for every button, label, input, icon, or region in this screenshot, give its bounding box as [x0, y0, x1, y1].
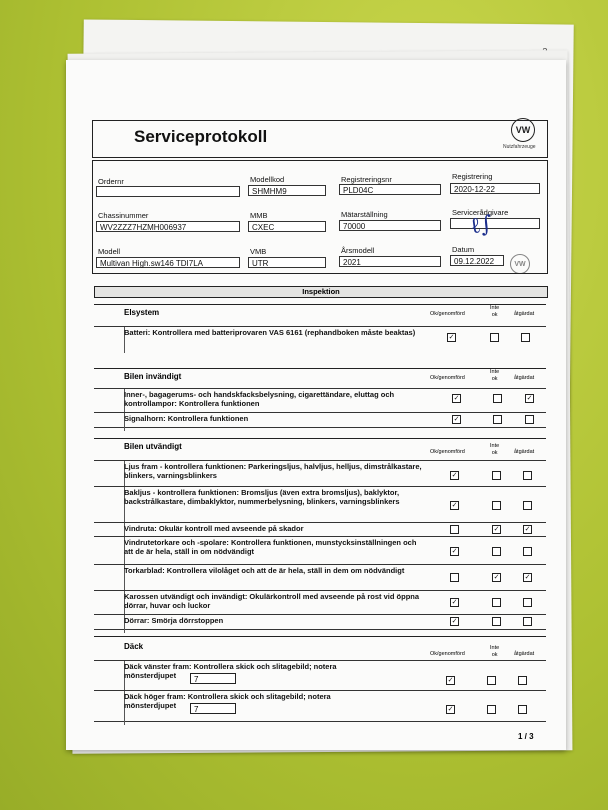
mmb-field[interactable]: CXEC [248, 221, 326, 232]
inte-ok-checkbox[interactable]: ✓ [493, 574, 500, 581]
inspection-bar: Inspektion [94, 286, 548, 298]
row-text: Dörrar: Smörja dörrstoppen [124, 616, 224, 625]
inte-ok-checkbox[interactable] [492, 547, 501, 556]
ok-checkbox[interactable] [450, 525, 459, 534]
col-inte-ok: Inte ok [490, 443, 500, 456]
section-name: Bilen invändigt [124, 372, 182, 381]
checklist-row [94, 660, 546, 691]
col-inte-ok: Inte ok [490, 645, 500, 658]
matarstallning-label: Mätarställning [341, 210, 388, 219]
ok-checkbox[interactable] [450, 573, 459, 582]
brand-caption: Nutzfahrzeuge [503, 144, 536, 150]
inte-ok-checkbox[interactable] [490, 333, 499, 342]
checklist-row [94, 486, 546, 523]
col-atgardat: åtgärdat [514, 375, 535, 381]
col-ok: Ok/genomförd [430, 375, 465, 381]
servicerad-label: Servicerådgivare [452, 208, 509, 217]
row-text: Vindruta: Okulär kontroll med avseende på skador [124, 524, 304, 533]
signature-mark: ℓ∫ [468, 211, 494, 240]
ok-checkbox[interactable]: ✓ [451, 548, 458, 555]
arsmodell-field[interactable]: 2021 [339, 256, 441, 267]
checklist-row [94, 522, 546, 537]
col-atgardat: åtgärdat [514, 311, 535, 317]
datum-label: Datum [452, 245, 475, 254]
row-text: Torkarblad: Kontrollera vilolåget och att de är hela, ställ in dem om nödvändigt [124, 566, 405, 575]
row-code [94, 327, 125, 353]
vw-watermark-icon: VW [510, 254, 530, 274]
modellkod-field[interactable]: SHMHM9 [248, 185, 326, 196]
row-code [94, 615, 125, 633]
vmb-field[interactable]: UTR [248, 257, 326, 268]
checklist-row [94, 564, 546, 591]
modellkod-label: Modellkod [250, 175, 285, 184]
ok-checkbox[interactable]: ✓ [451, 618, 458, 625]
page-title: Serviceprotokoll [134, 127, 268, 146]
row-code [94, 413, 125, 431]
atgardat-checkbox[interactable]: ✓ [526, 395, 533, 402]
checklist-row [94, 412, 546, 428]
inte-ok-checkbox[interactable]: ✓ [493, 526, 500, 533]
inte-ok-checkbox[interactable] [487, 705, 496, 714]
ok-checkbox[interactable]: ✓ [451, 502, 458, 509]
row-text: Batteri: Kontrollera med batteriprovaren VAS 6161 (rephandboken måste beaktas) [124, 328, 416, 337]
atgardat-checkbox[interactable]: ✓ [524, 526, 531, 533]
row-text: Ljus fram - kontrollera funktionen: Parkeringsljus, halvljus, helljus, dimstrålkastare, blinkers, varningsblinkers [124, 462, 422, 480]
chassinummer-field[interactable]: WV2ZZZ7HZMH006937 [96, 221, 240, 232]
ok-checkbox[interactable]: ✓ [451, 599, 458, 606]
registrering-field[interactable]: 2020-12-22 [450, 183, 540, 194]
col-inte-ok: Inte ok [490, 369, 500, 382]
atgardat-checkbox[interactable] [523, 598, 532, 607]
ok-checkbox[interactable]: ✓ [447, 677, 454, 684]
col-inte-ok: Inte ok [490, 305, 500, 318]
section-name: Däck [124, 642, 144, 651]
section-header-dack [94, 636, 546, 661]
registreringsnr-field[interactable]: PLD04C [339, 184, 441, 195]
row-code [94, 691, 125, 725]
row-text: Däck höger fram: Kontrollera skick och slitagebild; notera mönsterdjupet [124, 692, 331, 710]
vw-logo-icon: VW [511, 118, 535, 142]
page-number: 1 / 3 [518, 732, 534, 741]
ok-checkbox[interactable]: ✓ [447, 706, 454, 713]
vmb-label: VMB [250, 247, 267, 256]
checklist-row [94, 388, 546, 413]
col-ok: Ok/genomförd [430, 651, 465, 657]
atgardat-checkbox[interactable] [523, 501, 532, 510]
ordernr-label: Ordernr [98, 177, 124, 186]
atgardat-checkbox[interactable] [523, 471, 532, 480]
inte-ok-checkbox[interactable] [487, 676, 496, 685]
atgardat-checkbox[interactable] [518, 676, 527, 685]
inte-ok-checkbox[interactable] [493, 415, 502, 424]
ok-checkbox[interactable]: ✓ [448, 334, 455, 341]
checklist-row [94, 536, 546, 565]
section-name: Bilen utvändigt [124, 442, 182, 451]
section-header-elsystem [94, 304, 546, 327]
tread-depth-field[interactable]: 7 [190, 703, 236, 714]
inte-ok-checkbox[interactable] [492, 471, 501, 480]
ok-checkbox[interactable]: ✓ [453, 395, 460, 402]
registreringsnr-label: Registreringsnr [341, 175, 392, 184]
row-text: Signalhorn: Kontrollera funktionen [124, 414, 249, 423]
row-code [94, 487, 125, 527]
inte-ok-checkbox[interactable] [492, 501, 501, 510]
atgardat-checkbox[interactable] [525, 415, 534, 424]
mmb-label: MMB [250, 211, 268, 220]
section-header-utvandigt [94, 438, 546, 459]
modell-label: Modell [98, 247, 121, 256]
arsmodell-label: Årsmodell [341, 246, 375, 255]
row-text: Vindrutetorkare och -spolare: Kontrollera funktionen, munstycksinställningen och att de är hela, ställ in om nödvändigt [124, 538, 417, 556]
datum-field[interactable]: 09.12.2022 [450, 255, 504, 266]
registrering-label: Registrering [452, 172, 493, 181]
col-ok: Ok/genomförd [430, 311, 465, 317]
inte-ok-checkbox[interactable] [492, 617, 501, 626]
servicerad-field[interactable] [450, 218, 540, 229]
modell-field[interactable]: Multivan High.sw146 TDI7LA [96, 257, 240, 268]
atgardat-checkbox[interactable] [518, 705, 527, 714]
col-ok: Ok/genomförd [430, 449, 465, 455]
section-header-invandigt [94, 368, 546, 389]
section-name: Elsystem [124, 308, 160, 317]
checklist-row [94, 590, 546, 615]
row-text: Karossen utvändigt och invändigt: Okulärkontroll med avseende på rost vid öppna dörrar, huvar och luckor [124, 592, 420, 610]
atgardat-checkbox[interactable] [523, 617, 532, 626]
ok-checkbox[interactable]: ✓ [451, 472, 458, 479]
matarstallning-field[interactable]: 70000 [339, 220, 441, 231]
atgardat-checkbox[interactable] [523, 547, 532, 556]
ok-checkbox[interactable]: ✓ [453, 416, 460, 423]
checklist-row [94, 460, 546, 487]
tread-depth-field[interactable]: 7 [190, 673, 236, 684]
checklist-row [94, 326, 546, 349]
col-atgardat: åtgärdat [514, 651, 535, 657]
ordernr-field[interactable] [96, 186, 240, 197]
checklist-row [94, 614, 546, 630]
inte-ok-checkbox[interactable] [493, 394, 502, 403]
atgardat-checkbox[interactable] [521, 333, 530, 342]
row-text: Inner-, bagagerums- och handskfacksbelysning, cigarettändare, eluttag och kontrollampor: Kontrollera funktionen [124, 390, 395, 408]
chassinummer-label: Chassinummer [98, 211, 149, 220]
atgardat-checkbox[interactable]: ✓ [524, 574, 531, 581]
row-text: Bakljus - kontrollera funktionen: Bromsljus (även extra bromsljus), baklyktor, backstrålkastare, dimbaklyktor, nummerbelysning, blinkers, varningsblinkers [124, 488, 400, 506]
inte-ok-checkbox[interactable] [492, 598, 501, 607]
checklist-row [94, 690, 546, 722]
row-text: Däck vänster fram: Kontrollera skick och slitagebild; notera mönsterdjupet [124, 662, 337, 680]
col-atgardat: åtgärdat [514, 449, 535, 455]
